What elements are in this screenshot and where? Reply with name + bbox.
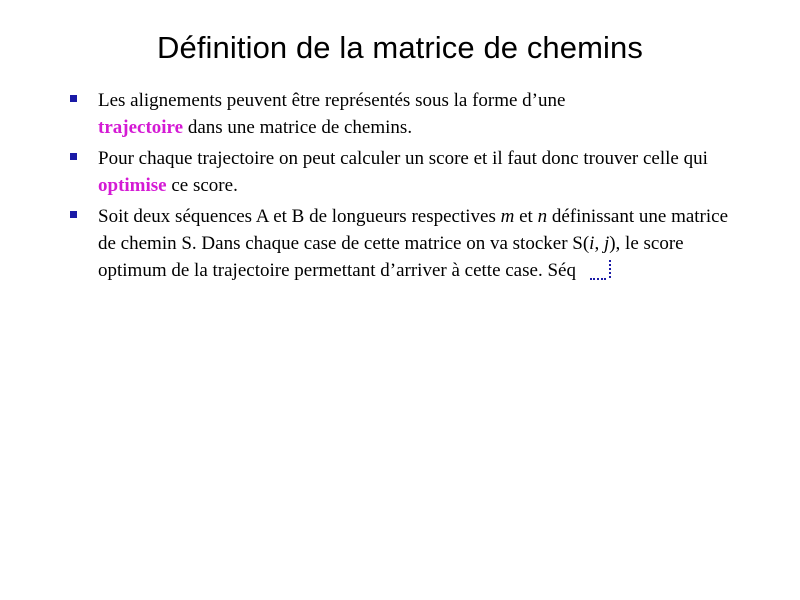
render-artifact	[576, 260, 616, 280]
bullet-2-text: Pour chaque trajectoire on peut calculer un score et il faut donc trouver celle qui	[98, 148, 708, 169]
dotted-artifact-icon	[590, 268, 606, 280]
bullet-3-comma: ,	[594, 233, 604, 254]
bullet-3-part3: définissant une matrice de chemin S. Dans chaque case de cette matrice on va stocker S(	[98, 206, 729, 254]
slide-title: Définition de la matrice de chemins	[157, 30, 643, 65]
bullet-3-m: m	[500, 206, 515, 227]
dotted-bar-icon	[609, 260, 615, 278]
bullet-1-highlight: trajectoire	[98, 117, 184, 138]
square-bullet-icon	[70, 211, 77, 218]
bullet-3-part2: et	[514, 206, 538, 227]
bullet-list	[68, 87, 738, 288]
bullet-3-part4: ), le score optimum de la trajectoire permettant d’arriver à cette case. Séq	[98, 233, 684, 281]
bullet-item-2	[68, 145, 738, 199]
bullet-item-3	[68, 203, 738, 284]
bullet-3-j: j	[603, 233, 610, 254]
bullet-item-1	[68, 87, 738, 141]
bullet-1-text-after: dans une matrice de chemins.	[183, 117, 413, 138]
square-bullet-icon	[70, 153, 77, 160]
bullet-2-text-after: ce score.	[166, 175, 238, 196]
bullet-3-i: i	[589, 233, 595, 254]
square-bullet-icon	[70, 95, 77, 102]
bullet-2-highlight: optimise	[98, 175, 167, 196]
bullet-3-part1: Soit deux séquences A et B de longueurs respectives	[98, 206, 501, 227]
bullet-1-text: Les alignements peuvent être représentés sous la forme d’une	[98, 90, 566, 111]
bullet-3-n: n	[537, 206, 548, 227]
